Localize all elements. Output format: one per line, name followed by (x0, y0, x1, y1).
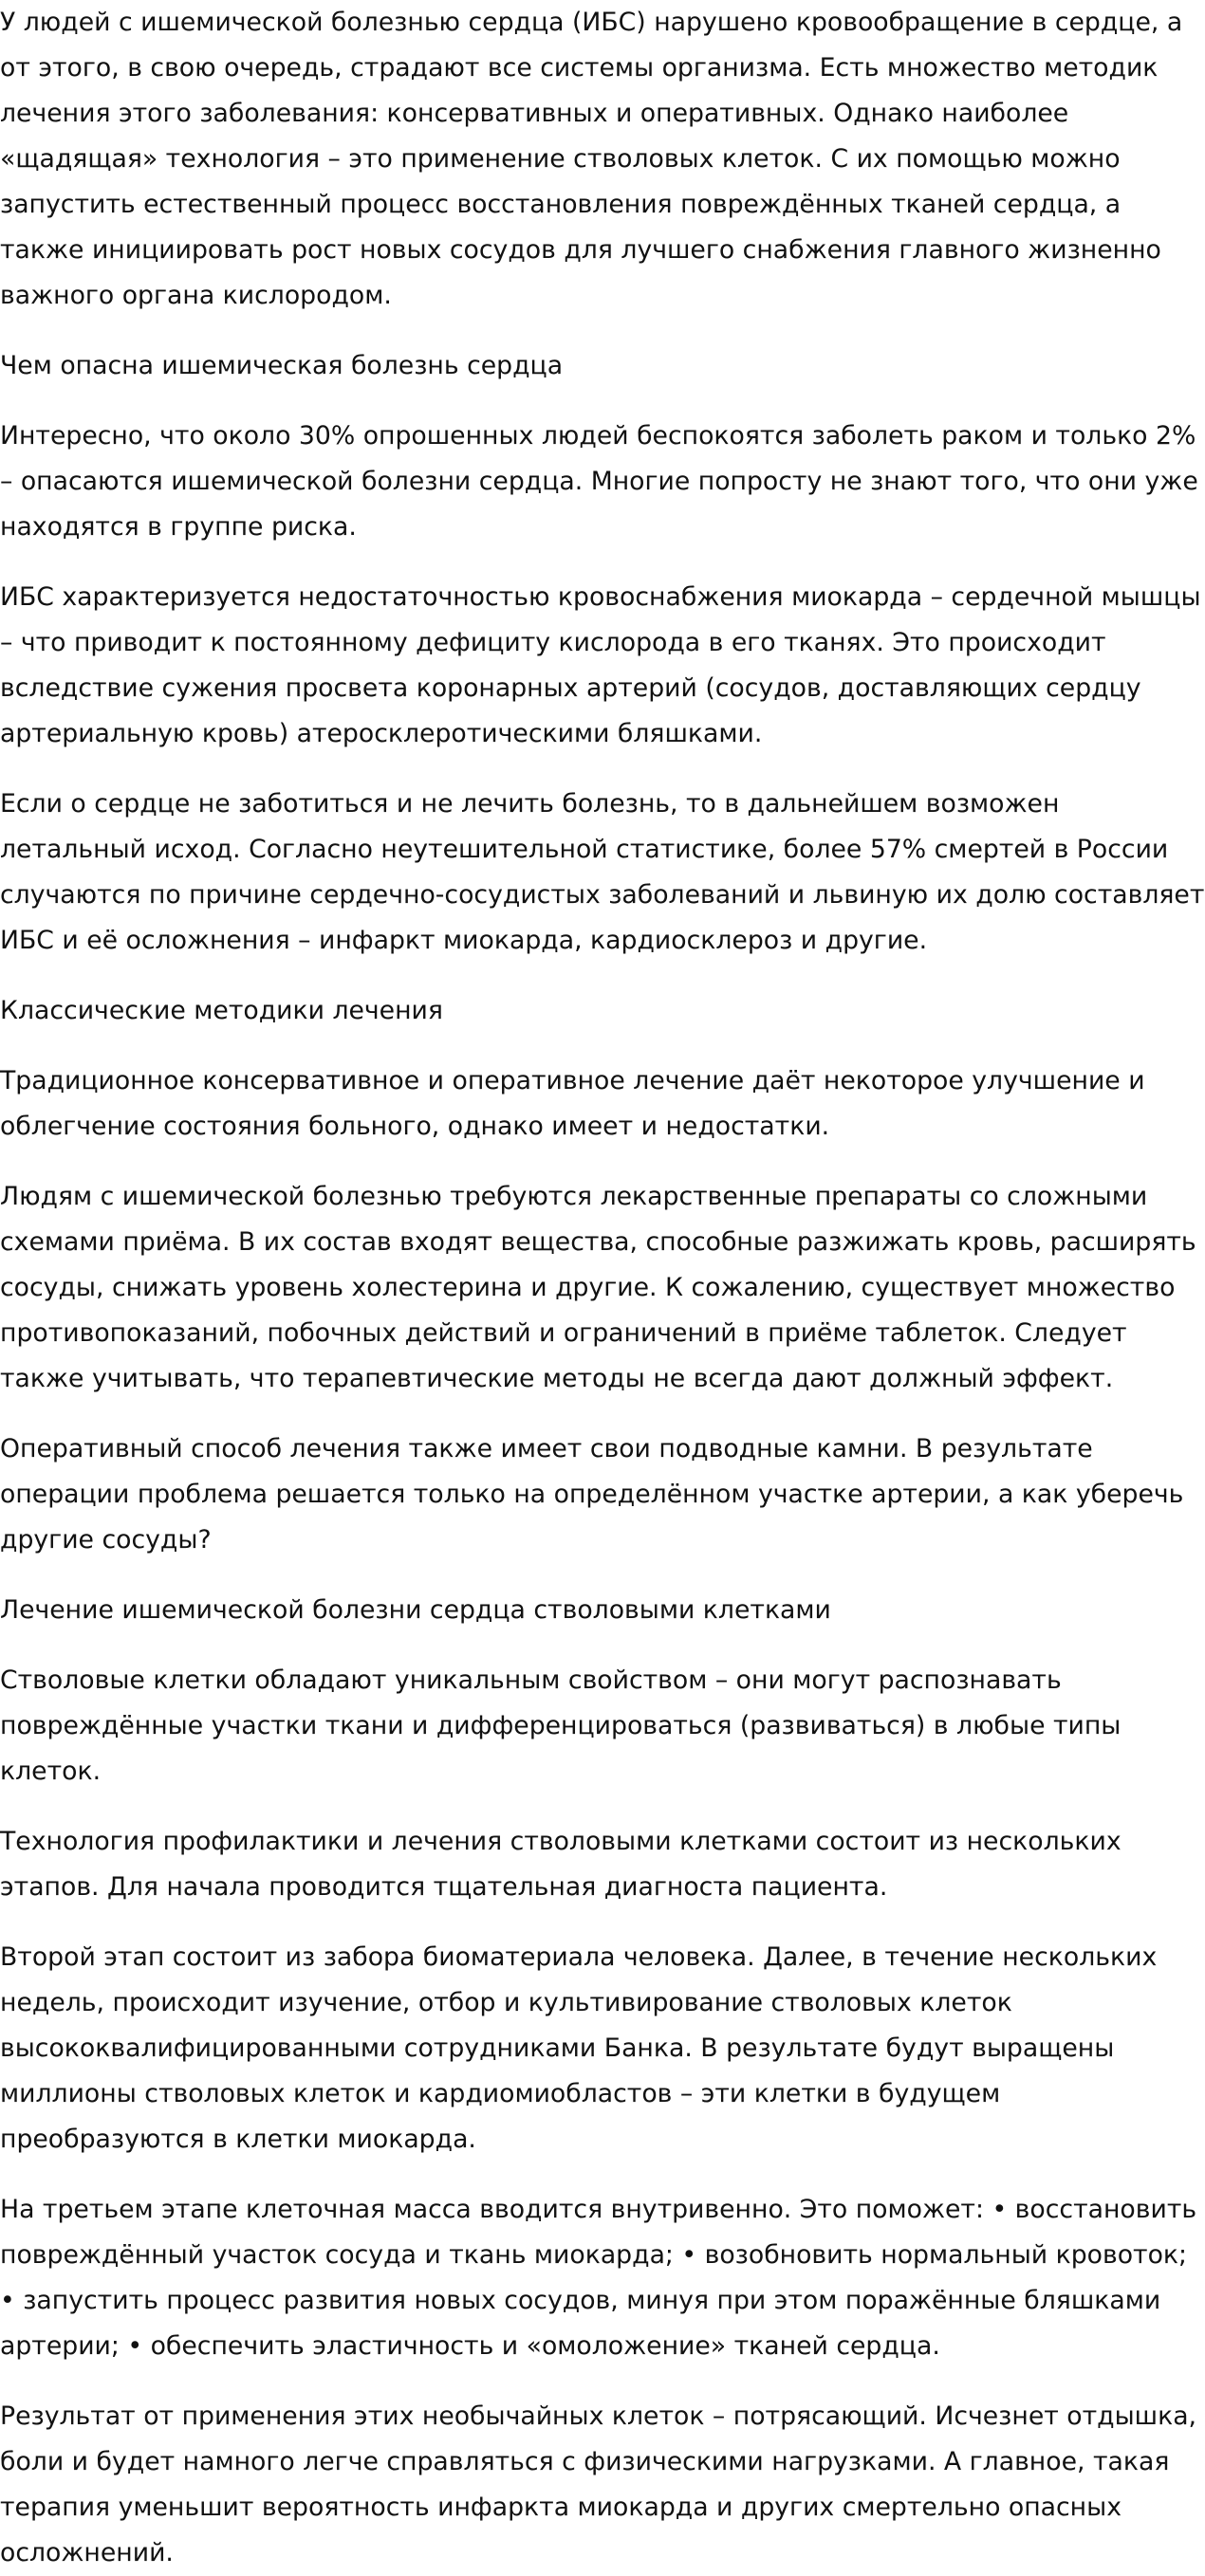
article-paragraph: Оперативный способ лечения также имеет свои подводные камни. В результате операции проблема решается только на определённом участке артерии, а как уберечь другие сосуды? (0, 1434, 1184, 1555)
article-paragraph: Интересно, что около 30% опрошенных людей беспокоятся заболеть раком и только 2% – опасаются ишемической болезни сердца. Многие попросту не знают того, что они уже находятся в группе риска. (0, 421, 1198, 542)
article-paragraph: У людей с ишемической болезнью сердца (ИБС) нарушено кровообращение в сердце, а от этого, в свою очередь, страдают все системы организма. Есть множество методик лечения этого заболевания: консервативных и оперативных. Однако наиболее «щадящая» технология – это применение стволовых клеток. С их помощью можно запустить естественный процесс восстановления повреждённых тканей сердца, а также инициировать рост новых сосудов для лучшего снабжения главного жизненно важного органа кислородом. (0, 8, 1183, 310)
article-paragraph: Если о сердце не заботиться и не лечить болезнь, то в дальнейшем возможен летальный исход. Согласно неутешительной статистике, более 57% смертей в России случаются по причине сердечно-сосудистых заболеваний и львиную их долю составляет ИБС и её осложнения – инфаркт миокарда, кардиосклероз и другие. (0, 789, 1205, 955)
section-heading: Лечение ишемической болезни сердца стволовыми клетками (0, 1595, 831, 1625)
section-heading: Классические методики лечения (0, 996, 443, 1025)
article-paragraph: Технология профилактики и лечения стволовыми клетками состоит из нескольких этапов. Для начала проводится тщательная диагноста пациента. (0, 1827, 1122, 1902)
article-paragraph: Результат от применения этих необычайных клеток – потрясающий. Исчезнет отдышка, боли и будет намного легче справляться с физическими нагрузками. А главное, такая терапия уменьшит вероятность инфаркта миокарда и других смертельно опасных осложнений. (0, 2401, 1197, 2567)
article-paragraph: Традиционное консервативное и оперативное лечение даёт некоторое улучшение и облегчение состояния больного, однако имеет и недостатки. (0, 1066, 1145, 1141)
article-paragraph: На третьем этапе клеточная масса вводится внутривенно. Это поможет: • восстановить повреждённый участок сосуда и ткань миокарда; • возобновить нормальный кровоток; • запустить процесс развития новых сосудов, минуя при этом поражённые бляшками артерии; • обеспечить эластичность и «омоложение» тканей сердца. (0, 2195, 1197, 2361)
article-paragraph: Стволовые клетки обладают уникальным свойством – они могут распознавать повреждённые участки ткани и дифференцироваться (развиваться) в любые типы клеток. (0, 1665, 1122, 1786)
article-paragraph: Людям с ишемической болезнью требуются лекарственные препараты со сложными схемами приёма. В их состав входят вещества, способные разжижать кровь, расширять сосуды, снижать уровень холестерина и другие. К сожалению, существует множество противопоказаний, побочных действий и ограничений в приёме таблеток. Следует также учитывать, что терапевтические методы не всегда дают должный эффект. (0, 1182, 1196, 1393)
article-paragraph: ИБС характеризуется недостаточностью кровоснабжения миокарда – сердечной мышцы – что приводит к постоянному дефициту кислорода в его тканях. Это происходит вследствие сужения просвета коронарных артерий (сосудов, доставляющих сердцу артериальную кровь) атеросклеротическими бляшками. (0, 582, 1201, 748)
section-heading: Чем опасна ишемическая болезнь сердца (0, 351, 564, 380)
article-paragraph: Второй этап состоит из забора биоматериала человека. Далее, в течение нескольких недель, происходит изучение, отбор и культивирование стволовых клеток высококвалифицированными сотрудниками Банка. В результате будут выращены миллионы стволовых клеток и кардиомиобластов – эти клетки в будущем преобразуются в клетки миокарда. (0, 1942, 1158, 2154)
